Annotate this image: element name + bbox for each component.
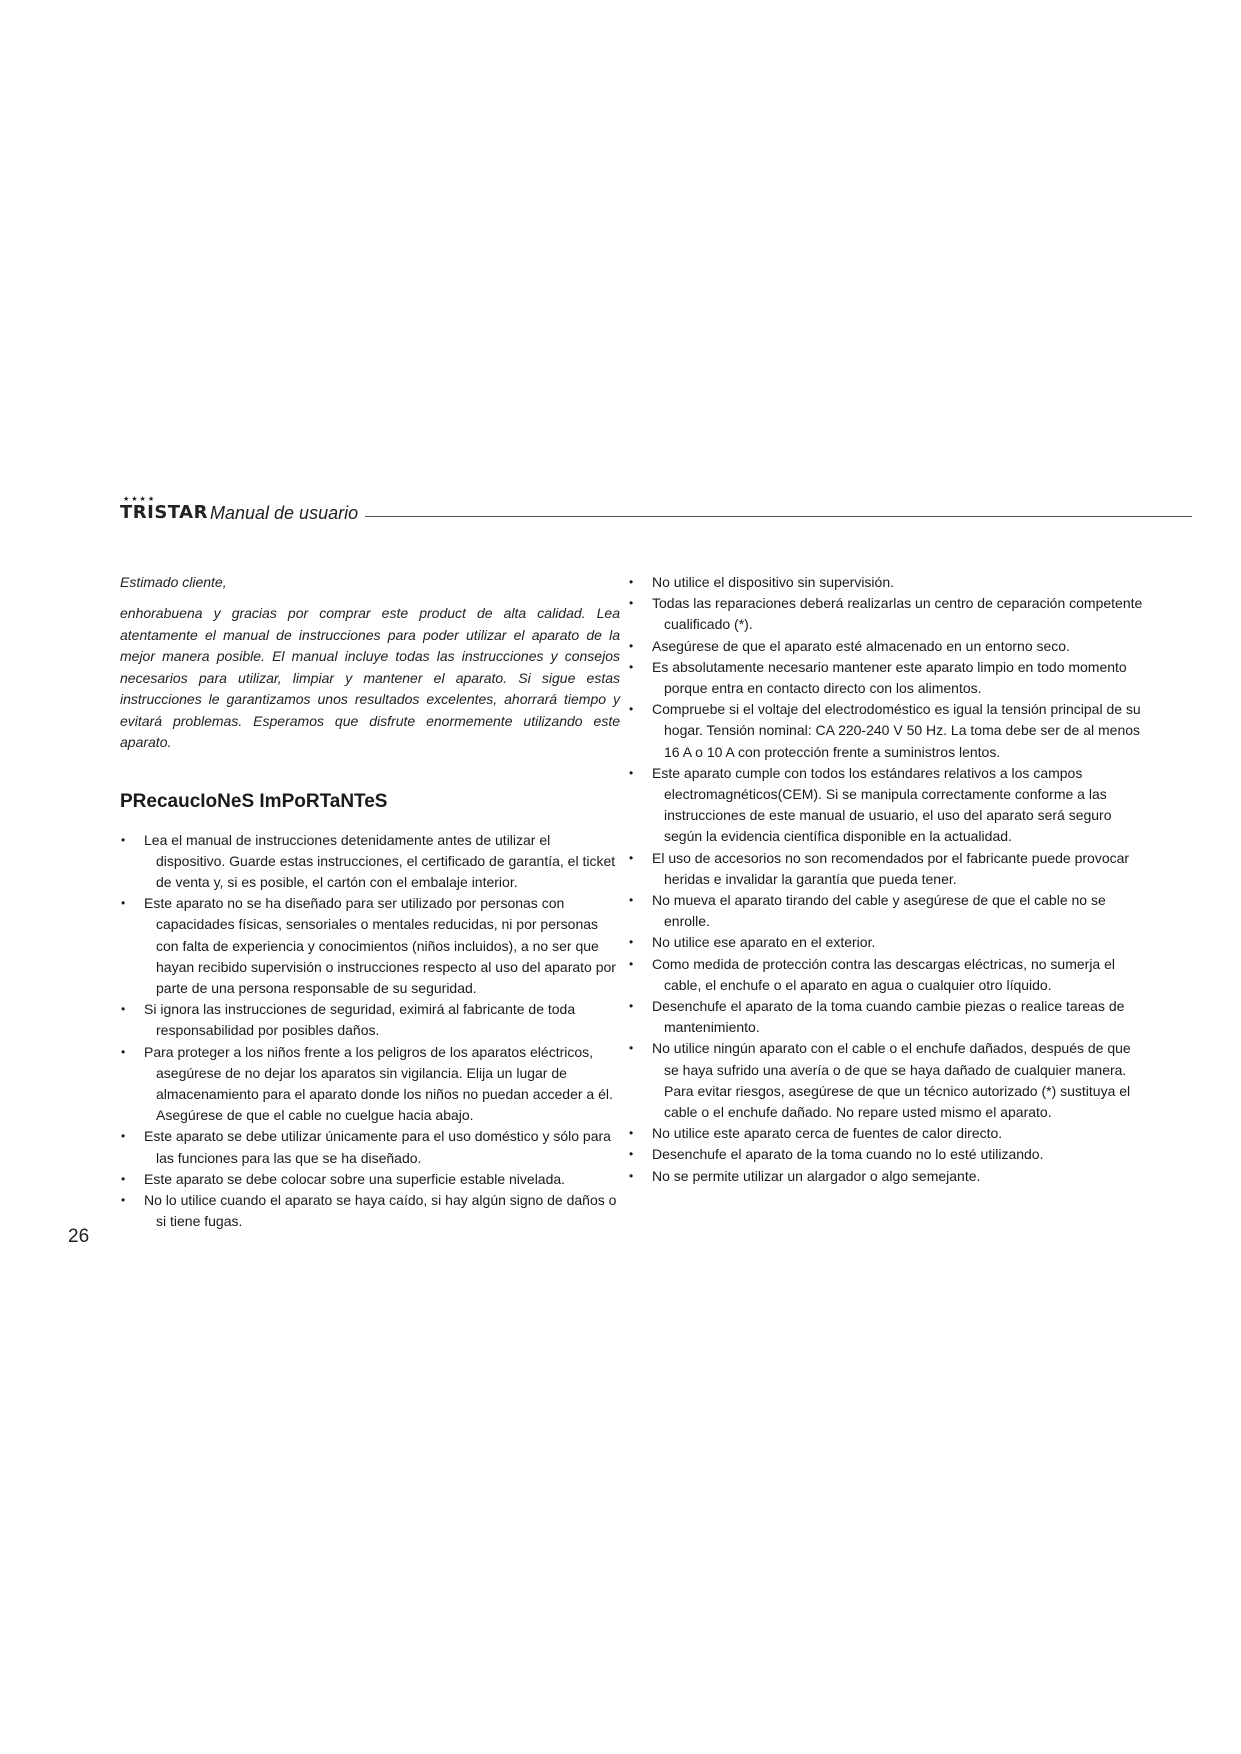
list-item-text: No mueva el aparato tirando del cable y asegúrese de que el cable no se enrolle. (652, 892, 1106, 930)
list-item-text: Todas las reparaciones deberá realizarlas un centro de ceparación competente cualificado (*). (652, 595, 1143, 633)
list-item-text: Es absolutamente necesario mantener este aparato limpio en todo momento porque entra en contacto directo con los alimentos. (652, 658, 1127, 697)
list-item (628, 572, 1148, 593)
list-item (628, 1166, 1148, 1187)
bullet-icon: • (121, 1171, 126, 1186)
bullet-icon: • (629, 850, 634, 865)
list-item-text: No se permite utilizar un alargador o algo semejante. (652, 1167, 981, 1184)
bullet-icon: • (121, 1044, 126, 1059)
list-item (628, 657, 1148, 699)
bullet-icon: • (629, 575, 634, 589)
precautions-list-right (628, 572, 1148, 1187)
list-item (628, 954, 1148, 996)
list-item (628, 636, 1148, 657)
list-item-text: Desenchufe el aparato de la toma cuando no lo esté utilizando. (652, 1146, 1044, 1163)
list-item-text: Este aparato se debe colocar sobre una superficie estable nivelada. (144, 1170, 566, 1187)
bullet-icon: • (629, 1126, 634, 1141)
list-item-text: Compruebe si el voltaje del electrodoméstico es igual la tensión principal de su hogar. Tensión nominal: CA 220-240 V 50 Hz. La toma debe ser de al menos 16 A o 10 A con protección frente a suministros lentos. (652, 701, 1141, 760)
list-item (120, 830, 620, 894)
list-item (628, 932, 1148, 953)
list-item (628, 699, 1148, 763)
list-item-text: Si ignora las instrucciones de seguridad, eximirá al fabricante de toda responsabilidad por posibles daños. (144, 1001, 576, 1039)
bullet-icon: • (629, 765, 634, 780)
bullet-icon: • (629, 659, 634, 674)
bullet-icon: • (629, 999, 634, 1014)
list-item-text: No utilice el dispositivo sin supervisión. (652, 574, 894, 590)
list-item-text: Este aparato cumple con todos los estándares relativos a los campos electromagnéticos(CEM). Si se manipula correctamente conforme a las instrucciones de este manual de usuario, el uso del aparato será seguro según la evidencia científica disponible en la actualidad. (652, 764, 1112, 845)
list-item (628, 996, 1148, 1038)
list-item-text: El uso de accesorios no son recomendados por el fabricante puede provocar heridas e invalidar la garantía que pueda tener. (652, 849, 1130, 887)
list-item-text: No utilice ese aparato en el exterior. (652, 934, 876, 951)
list-item (628, 890, 1148, 932)
manual-title: Manual de usuario (210, 503, 359, 523)
bullet-icon: • (629, 935, 634, 950)
bullet-icon: • (629, 956, 634, 971)
bullet-icon: • (629, 702, 634, 717)
bullet-icon: • (629, 1168, 634, 1183)
list-item-text: Como medida de protección contra las descargas eléctricas, no sumerja el cable, el enchufe o el aparato en agua o cualquier otro líquido. (652, 955, 1116, 993)
header-divider (365, 516, 1192, 517)
list-item (120, 1042, 620, 1127)
bullet-icon: • (629, 1147, 634, 1162)
precautions-list-left (120, 830, 620, 1233)
list-item (628, 1123, 1148, 1144)
bullet-icon: • (629, 893, 634, 908)
bullet-icon: • (629, 1041, 634, 1056)
page-header (120, 496, 1192, 526)
bullet-icon: • (121, 1002, 126, 1017)
left-column (120, 572, 620, 1232)
list-item (628, 1144, 1148, 1165)
intro-paragraph: enhorabuena y gracias por comprar este product de alta calidad. Lea atentamente el manual de instrucciones para poder utilizar el aparato de la mejor manera posible. El manual incluye todas las instrucciones y consejos necesarios para utilizar, limpiar y mantener el aparato. Si sigue estas instrucciones le garantizamos unos resultados excelentes, ahorrará tiempo y evitará problemas. Esperamos que disfrute enormemente utilizando este aparato. (120, 605, 620, 750)
list-item-text: Asegúrese de que el aparato esté almacenado en un entorno seco. (652, 637, 1070, 654)
bullet-icon: • (121, 1129, 126, 1144)
salutation: Estimado cliente, (120, 574, 227, 590)
list-item (628, 763, 1148, 848)
list-item-text: No lo utilice cuando el aparato se haya caído, si hay algún signo de daños o si tiene fugas. (144, 1191, 617, 1230)
right-column (628, 572, 1148, 1187)
page-number: 26 (68, 1226, 90, 1247)
list-item-text: Lea el manual de instrucciones detenidamente antes de utilizar el dispositivo. Guarde estas instrucciones, el certificado de garantía, el ticket de venta y, si es posible, el cartón con el embalaje interior. (144, 831, 616, 890)
list-item-text: No utilice este aparato cerca de fuentes de calor directo. (652, 1125, 1003, 1142)
section-heading: PRecaucIoNeS ImPoRTaNTeS (120, 790, 388, 812)
bullet-icon: • (629, 596, 634, 611)
list-item (120, 1190, 620, 1232)
bullet-icon: • (121, 832, 126, 847)
list-item (628, 1038, 1148, 1123)
list-item-text: Este aparato no se ha diseñado para ser utilizado por personas con capacidades físicas, sensoriales o mentales reducidas, ni por personas con falta de experiencia y conocimientos (niños incluidos), a no ser que hayan recibido supervisión o instrucciones respecto al uso del aparato por parte de una persona responsable de su seguridad. (144, 895, 616, 996)
list-item (120, 1126, 620, 1168)
list-item-text: Desenchufe el aparato de la toma cuando cambie piezas o realice tareas de mantenimiento. (652, 998, 1125, 1036)
list-item (120, 999, 620, 1041)
list-item-text: Para proteger a los niños frente a los peligros de los aparatos eléctricos, asegúrese de no dejar los aparatos sin vigilancia. Elija un lugar de almacenamiento para el aparato donde los niños no puedan acceder a él. Asegúrese de que el cable no cuelgue hacia abajo. (144, 1043, 613, 1124)
list-item (120, 893, 620, 999)
list-item (628, 593, 1148, 635)
bullet-icon: • (629, 638, 634, 653)
list-item-text: No utilice ningún aparato con el cable o el enchufe dañados, después de que se haya sufrido una avería o de que se haya dañado de cualquier manera. Para evitar riesgos, asegúrese de que un técnico autorizado (*) sustituya el cable o el enchufe dañado. No repare usted mismo el aparato. (652, 1040, 1131, 1121)
list-item (120, 1169, 620, 1190)
list-item (628, 848, 1148, 890)
brand-name: TRISTAR (120, 502, 208, 523)
bullet-icon: • (121, 1192, 126, 1207)
bullet-icon: • (121, 896, 126, 911)
brand-stars-icon: ★★★★ (123, 496, 157, 503)
list-item-text: Este aparato se debe utilizar únicamente para el uso doméstico y sólo para las funciones para las que se ha diseñado. (144, 1128, 611, 1166)
